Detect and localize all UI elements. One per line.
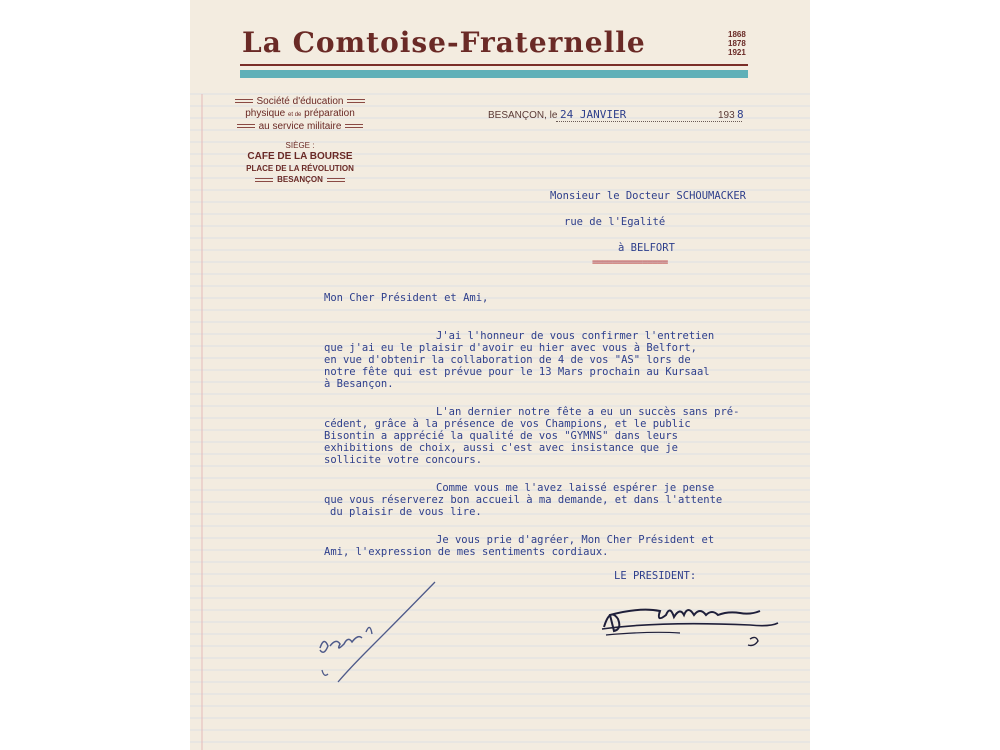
p1-line-3: en vue d'obtenir la collaboration de 4 de vos "AS" lors de [324, 354, 691, 366]
date-year-digit: 8 [737, 108, 744, 121]
recipient-name: Monsieur le Docteur SCHOUMACKER [550, 190, 746, 202]
letterhead-red-band [240, 64, 748, 66]
siege-name: CAFE DE LA BOURSE [247, 151, 353, 162]
year-1: 1868 [728, 30, 746, 39]
recipient-underline: =============== [592, 257, 668, 268]
society-block [220, 96, 380, 185]
p1-line-1: J'ai l'honneur de vous confirmer l'entretien [436, 330, 715, 342]
letterhead-title: La Comtoise-Fraternelle [242, 26, 646, 59]
letter-sheet [190, 0, 810, 750]
recipient-street: rue de l'Egalité [564, 216, 666, 228]
year-3: 1921 [728, 48, 746, 57]
salutation: Mon Cher Président et Ami, [324, 292, 489, 304]
p1-line-4: notre fête qui est prévue pour le 13 Mars prochain au Kursaal [324, 366, 710, 378]
date-dotted-line [556, 121, 742, 122]
p2-line-1: L'an dernier notre fête a eu un succès sans pré- [436, 406, 740, 418]
p2-line-2: cédent, grâce à la présence de vos Champions, et le public [324, 418, 691, 430]
date-day: 24 JANVIER [560, 108, 627, 121]
p2-line-3: Bisontin a apprécié la qualité de vos "GYMNS" dans leurs [324, 430, 679, 442]
p3-line-1: Comme vous me l'avez laissé espérer je pense [436, 482, 715, 494]
siege-place: PLACE DE LA RÉVOLUTION [246, 164, 354, 173]
society-line-2: physique et de préparation [245, 108, 355, 119]
p2-line-5: sollicite votre concours. [324, 454, 483, 466]
siege-city: BESANÇON [220, 174, 380, 185]
p3-line-3: du plaisir de vous lire. [330, 506, 482, 518]
year-2: 1878 [728, 39, 746, 48]
year-prefix: 193 [718, 110, 735, 121]
p2-line-4: exhibitions de choix, aussi c'est avec insistance que je [324, 442, 679, 454]
president-signature [600, 585, 790, 655]
letterhead-teal-band [240, 70, 748, 78]
p4-line-2: Ami, l'expression de mes sentiments cordiaux. [324, 546, 609, 558]
handwritten-initials [310, 578, 450, 688]
p1-line-2: que j'ai eu le plaisir d'avoir eu hier avec vous à Belfort, [324, 342, 697, 354]
founding-years [728, 30, 746, 57]
p1-line-5: à Besançon. [324, 378, 394, 390]
society-line-1: Société d'éducation [220, 96, 380, 108]
p4-line-1: Je vous prie d'agréer, Mon Cher Président et [436, 534, 715, 546]
closing-title: LE PRESIDENT: [614, 570, 697, 582]
place-label: BESANÇON, le [488, 110, 558, 121]
recipient-city: à BELFORT [618, 242, 675, 254]
siege-label: SIÈGE : [285, 141, 315, 150]
p3-line-2: que vous réserverez bon accueil à ma demande, et dans l'attente [324, 494, 723, 506]
society-line-3: au service militaire [220, 121, 380, 133]
